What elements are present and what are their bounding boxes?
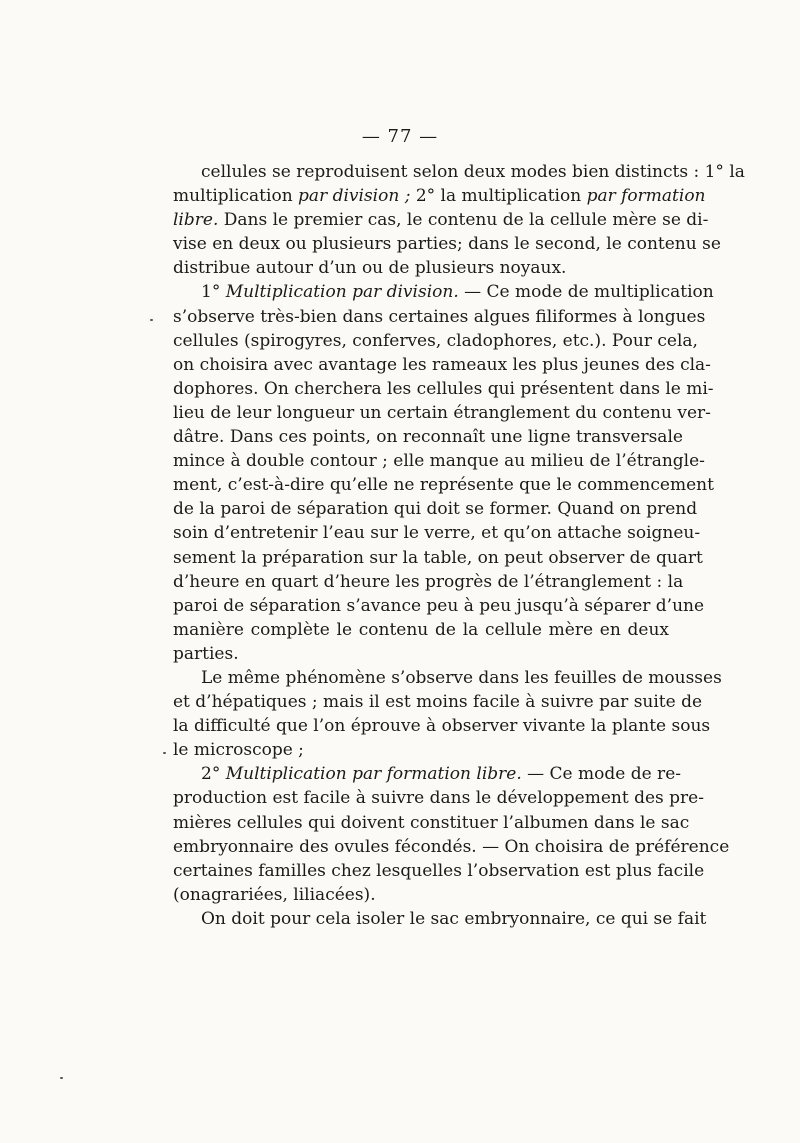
text-line [173, 449, 705, 473]
text-run: certaines familles chez lesquelles l’observation est plus facile [173, 860, 705, 881]
text-run: On doit pour cela isoler le sac embryonnaire, ce qui se fait [201, 908, 707, 929]
text-line [173, 714, 711, 738]
text-line [173, 835, 730, 859]
text-run: lieu de leur longueur un certain étranglement du contenu ver- [173, 402, 711, 423]
text-line [173, 618, 669, 642]
text-line [173, 208, 709, 232]
text-line [173, 642, 669, 666]
text-run: paroi de séparation s’avance peu à peu jusqu’à séparer d’une [173, 595, 705, 616]
italic-text-run: par formation [586, 186, 706, 207]
text-line [173, 762, 681, 786]
text-line [173, 353, 711, 377]
text-line [173, 184, 706, 208]
text-line [173, 256, 669, 280]
text-line [173, 425, 683, 449]
ink-speck [150, 319, 153, 321]
text-line [173, 738, 669, 762]
text-line [173, 232, 721, 256]
text-run: production est facile à suivre dans le développement des pre- [173, 788, 704, 809]
text-line [173, 666, 722, 690]
text-run: et d’hépatiques ; mais il est moins facile à suivre par suite de [173, 692, 703, 713]
text-run: Dans le premier cas, le contenu de la cellule mère se di- [218, 210, 709, 231]
paragraph [173, 280, 714, 666]
paragraph [173, 907, 707, 931]
italic-text-run: Multiplication par division. [225, 282, 459, 303]
paragraph [173, 666, 722, 762]
text-run: — Ce mode de multiplication [458, 282, 714, 303]
ink-speck [60, 1077, 63, 1079]
text-line [173, 690, 703, 714]
text-run: cellules se reproduisent selon deux modes bien distincts : 1° la [201, 162, 745, 182]
italic-text-run: libre. [173, 210, 219, 231]
text-line [173, 594, 705, 618]
text-run: Le même phénomène s’observe dans les feuilles de mousses [201, 667, 722, 688]
text-line [173, 280, 714, 304]
text-line [173, 786, 704, 810]
ink-speck [163, 752, 166, 754]
body-text [173, 160, 745, 931]
text-line [173, 329, 698, 353]
text-line [173, 377, 714, 401]
text-run: (onagrariées, liliacées). [173, 884, 376, 905]
page-number: — 77 — [361, 126, 439, 147]
italic-text-run: par division ; [298, 186, 411, 207]
text-run: 2° [201, 764, 226, 785]
text-run: 1° [201, 282, 226, 303]
text-run: distribue autour d’un ou de plusieurs noyaux. [173, 258, 567, 279]
text-run: vise en deux ou plusieurs parties; dans le second, le contenu se [173, 234, 721, 255]
text-run: mince à double contour ; elle manque au milieu de l’étrangle- [173, 451, 705, 472]
text-run: mières cellules qui doivent constituer l’albumen dans le sac [173, 812, 690, 833]
text-line [173, 305, 706, 329]
text-line [173, 160, 745, 184]
text-run: ment, c’est-à-dire qu’elle ne représente que le commencement [173, 475, 714, 496]
text-run: de la paroi de séparation qui doit se former. Quand on prend [173, 499, 698, 520]
text-line [173, 811, 690, 835]
text-run: parties. [173, 643, 239, 664]
text-run: on choisira avec avantage les rameaux les plus jeunes des cla- [173, 354, 711, 375]
text-run: cellules (spirogyres, conferves, cladophores, etc.). Pour cela, [173, 330, 698, 351]
text-line [173, 859, 705, 883]
text-run: la difficulté que l’on éprouve à observer vivante la plante sous [173, 716, 711, 737]
text-run: dâtre. Dans ces points, on reconnaît une ligne transversale [173, 427, 683, 448]
text-line [173, 570, 684, 594]
text-line [173, 401, 711, 425]
text-run: s’observe très-bien dans certaines algues filiformes à longues [173, 306, 706, 327]
text-line [173, 473, 714, 497]
text-line [173, 546, 703, 570]
text-line [173, 883, 669, 907]
text-run: soin d’entretenir l’eau sur le verre, et qu’on attache soigneu- [173, 523, 701, 544]
text-run: sement la préparation sur la table, on peut observer de quart [173, 547, 703, 568]
text-line [173, 497, 698, 521]
text-run: d’heure en quart d’heure les progrès de l’étranglement : la [173, 571, 684, 592]
paragraph [173, 762, 730, 907]
text-line [173, 907, 707, 931]
text-run: embryonnaire des ovules fécondés. — On choisira de préférence [173, 836, 730, 857]
text-line [173, 521, 701, 545]
paragraph [173, 160, 745, 280]
text-run: dophores. On cherchera les cellules qui présentent dans le mi- [173, 378, 714, 399]
text-run: — Ce mode de re- [521, 764, 681, 785]
italic-text-run: Multiplication par formation libre. [225, 764, 522, 785]
text-run: manière complète le contenu de la cellule mère en deux [173, 619, 669, 640]
text-run: multiplication [173, 186, 299, 207]
text-run: le microscope ; [173, 740, 304, 761]
text-run: 2° la multiplication [410, 186, 587, 207]
